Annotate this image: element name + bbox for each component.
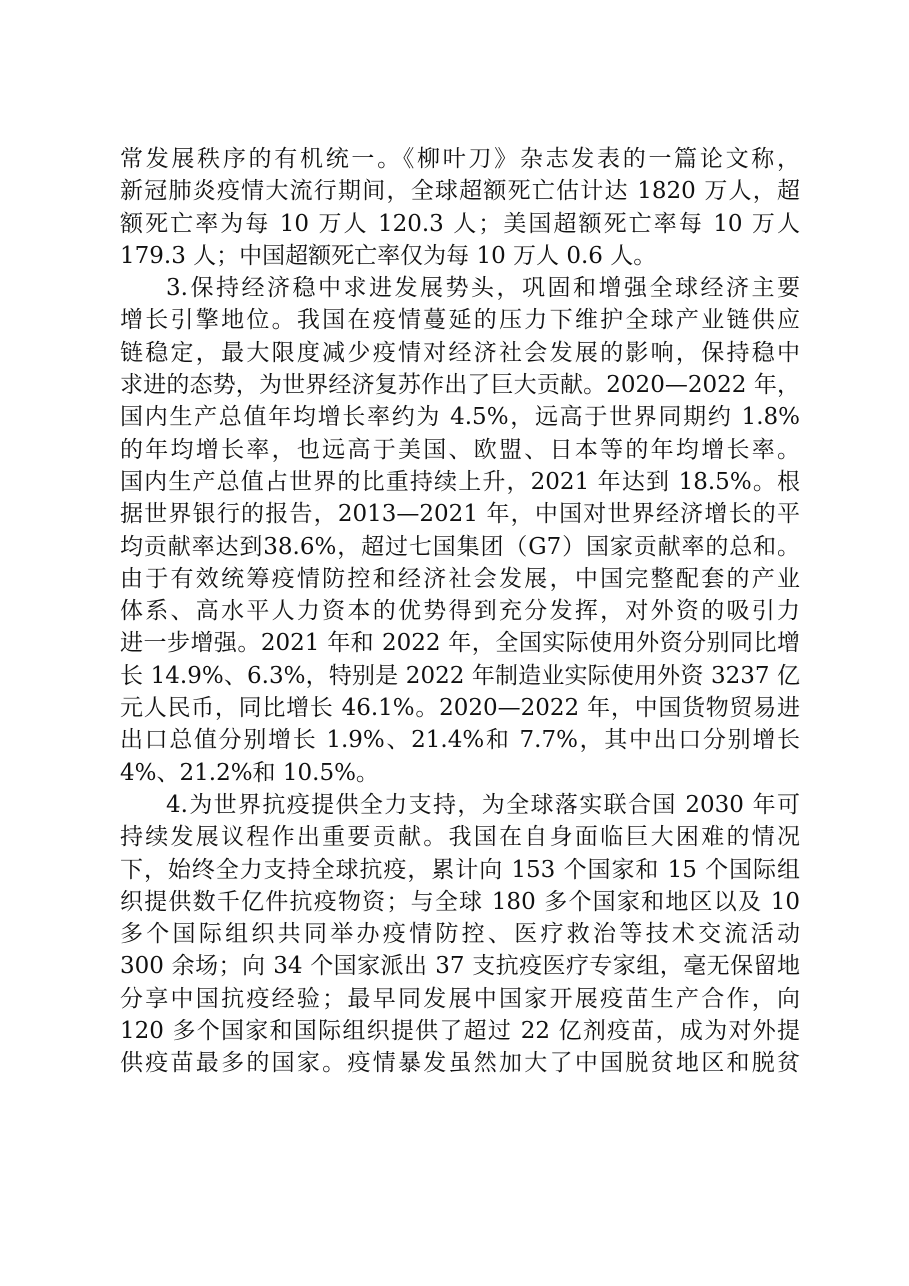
paragraph-start-line: 3.保持经济稳中求进发展势头，巩固和增强全球经济主要 (166, 275, 800, 302)
text-line: 增长引擎地位。我国在疫情蔓延的压力下维护全球产业链供应 (120, 307, 800, 334)
paragraph-start-line: 4.为世界抗疫提供全力支持，为全球落实联合国 2030 年可 (166, 791, 800, 818)
body-text (120, 143, 800, 1080)
text-line: 求进的态势，为世界经济复苏作出了巨大贡献。2020—2022 年， (120, 372, 800, 399)
text-line: 据世界银行的报告，2013—2021 年，中国对世界经济增长的平 (120, 501, 800, 528)
text-line: 出口总值分别增长 1.9%、21.4%和 7.7%，其中出口分别增长 (120, 727, 800, 754)
text-line: 长 14.9%、6.3%，特别是 2022 年制造业实际使用外资 3237 亿 (120, 662, 800, 689)
text-line: 持续发展议程作出重要贡献。我国在自身面临巨大困难的情况 (120, 824, 800, 851)
text-line: 进一步增强。2021 年和 2022 年，全国实际使用外资分别同比增 (120, 630, 800, 657)
text-line: 179.3 人；中国超额死亡率仅为每 10 万人 0.6 人。 (120, 242, 657, 269)
text-line: 链稳定，最大限度减少疫情对经济社会发展的影响，保持稳中 (120, 339, 800, 366)
text-line: 体系、高水平人力资本的优势得到充分发挥，对外资的吸引力 (120, 598, 800, 625)
text-line: 120 多个国家和国际组织提供了超过 22 亿剂疫苗，成为对外提 (120, 1018, 800, 1045)
text-line: 元人民币，同比增长 46.1%。2020—2022 年，中国货物贸易进 (120, 695, 800, 722)
text-line: 织提供数千亿件抗疫物资；与全球 180 多个国家和地区以及 10 (120, 888, 800, 915)
text-line: 国内生产总值年均增长率约为 4.5%，远高于世界同期约 1.8% (120, 404, 800, 431)
text-line: 新冠肺炎疫情大流行期间，全球超额死亡估计达 1820 万人，超 (120, 178, 800, 205)
text-line: 300 余场；向 34 个国家派出 37 支抗疫医疗专家组，毫无保留地 (120, 953, 800, 980)
text-line: 多个国际组织共同举办疫情防控、医疗救治等技术交流活动 (120, 921, 800, 948)
text-line: 由于有效统筹疫情防控和经济社会发展，中国完整配套的产业 (120, 565, 800, 592)
text-line: 额死亡率为每 10 万人 120.3 人；美国超额死亡率每 10 万人 (120, 210, 800, 237)
text-line: 国内生产总值占世界的比重持续上升，2021 年达到 18.5%。根 (120, 468, 800, 495)
text-line: 4%、21.2%和 10.5%。 (120, 759, 379, 786)
text-line: 供疫苗最多的国家。疫情暴发虽然加大了中国脱贫地区和脱贫 (120, 1050, 800, 1077)
text-line: 均贡献率达到38.6%，超过七国集团（G7）国家贡献率的总和。 (120, 533, 800, 560)
text-line: 分享中国抗疫经验；最早同发展中国家开展疫苗生产合作，向 (120, 985, 800, 1012)
text-line: 常发展秩序的有机统一。《柳叶刀》杂志发表的一篇论文称， (120, 146, 800, 172)
text-line: 下，始终全力支持全球抗疫，累计向 153 个国家和 15 个国际组 (120, 856, 800, 883)
text-line: 的年均增长率，也远高于美国、欧盟、日本等的年均增长率。 (120, 436, 800, 463)
